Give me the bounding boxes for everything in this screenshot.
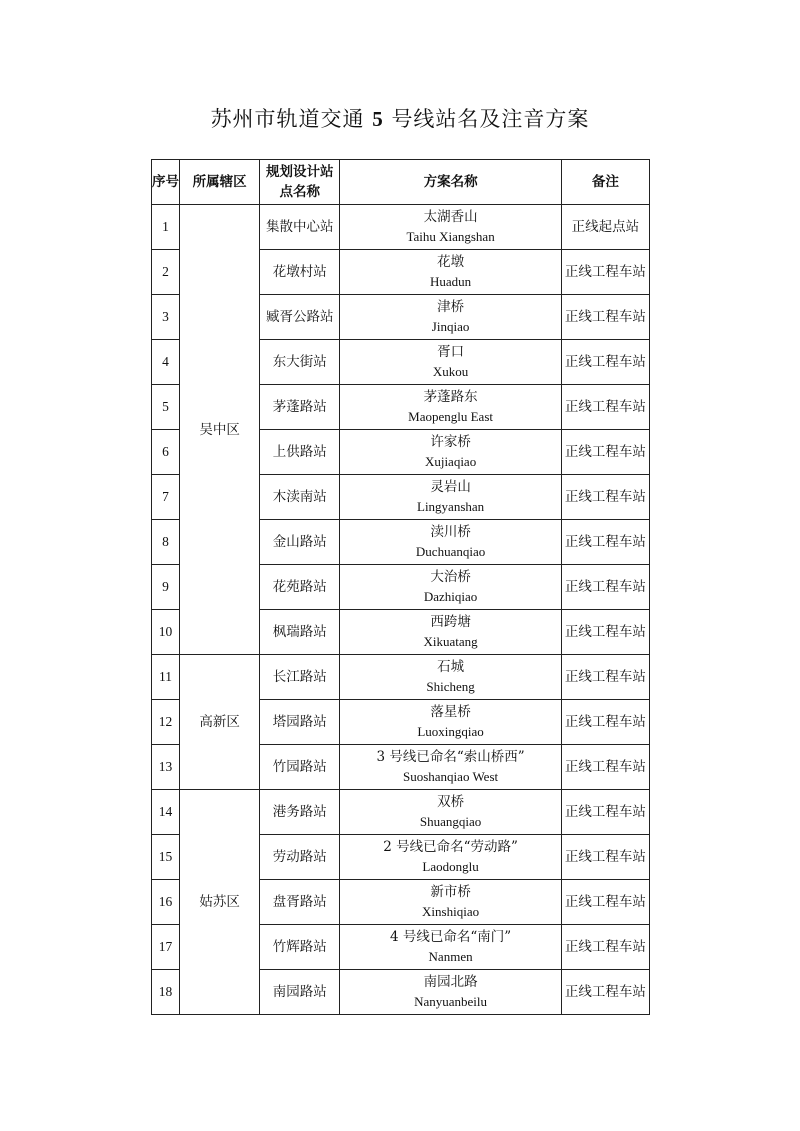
district-cell: 高新区 — [180, 655, 260, 790]
scheme-name-cell — [340, 610, 561, 655]
table-row — [152, 205, 650, 250]
planned-station-name: 木渎南站 — [260, 475, 340, 520]
scheme-name-cell — [340, 700, 561, 745]
row-note: 正线工程车站 — [561, 520, 649, 565]
scheme-name-chinese: 太湖香山 — [423, 209, 478, 225]
row-seq: 8 — [152, 520, 180, 565]
row-note: 正线工程车站 — [561, 295, 649, 340]
header-seq: 序号 — [152, 160, 180, 205]
scheme-name-pinyin: Laodonglu — [422, 859, 479, 874]
scheme-name-chinese: 3 号线已命名“索山桥西” — [376, 749, 525, 765]
planned-station-name: 竹辉路站 — [260, 925, 340, 970]
scheme-name-chinese: 胥口 — [437, 344, 465, 360]
planned-station-name: 港务路站 — [260, 790, 340, 835]
scheme-name-cell — [340, 430, 561, 475]
planned-station-name: 东大街站 — [260, 340, 340, 385]
row-note: 正线工程车站 — [561, 970, 649, 1015]
row-note: 正线工程车站 — [561, 475, 649, 520]
scheme-name-pinyin: Shuangqiao — [419, 814, 482, 829]
title-suffix: 号线站名及注音方案 — [391, 107, 590, 131]
scheme-name-cell — [340, 835, 561, 880]
planned-station-name: 南园路站 — [260, 970, 340, 1015]
planned-station-name: 盘胥路站 — [260, 880, 340, 925]
header-planned-name: 规划设计站点名称 — [260, 160, 340, 205]
row-note: 正线工程车站 — [561, 430, 649, 475]
scheme-name-cell — [340, 250, 561, 295]
scheme-name-pinyin: Taihu Xiangshan — [406, 229, 495, 244]
scheme-name-cell — [340, 340, 561, 385]
row-seq: 18 — [152, 970, 180, 1015]
header-district: 所属辖区 — [180, 160, 260, 205]
scheme-name-chinese: 4 号线已命名“南门” — [389, 929, 512, 945]
scheme-name-pinyin: Xujiaqiao — [424, 454, 477, 469]
header-note: 备注 — [561, 160, 649, 205]
row-seq: 7 — [152, 475, 180, 520]
row-seq: 3 — [152, 295, 180, 340]
scheme-name-pinyin: Suoshanqiao West — [403, 769, 499, 784]
row-note: 正线起点站 — [561, 205, 649, 250]
planned-station-name: 臧胥公路站 — [260, 295, 340, 340]
title-line-number: 5 — [372, 107, 384, 131]
planned-station-name: 劳动路站 — [260, 835, 340, 880]
scheme-name-pinyin: Shicheng — [426, 679, 475, 694]
planned-station-name: 长江路站 — [260, 655, 340, 700]
row-seq: 1 — [152, 205, 180, 250]
scheme-name-pinyin: Luoxingqiao — [417, 724, 484, 739]
row-seq: 4 — [152, 340, 180, 385]
scheme-name-cell — [340, 385, 561, 430]
scheme-name-chinese: 南园北路 — [423, 974, 478, 990]
planned-station-name: 茅蓬路站 — [260, 385, 340, 430]
row-note: 正线工程车站 — [561, 655, 649, 700]
row-seq: 14 — [152, 790, 180, 835]
scheme-name-cell — [340, 295, 561, 340]
table-body — [152, 205, 650, 1015]
scheme-name-pinyin: Dazhiqiao — [423, 589, 478, 604]
row-seq: 17 — [152, 925, 180, 970]
scheme-name-pinyin: Xikuatang — [423, 634, 478, 649]
row-note: 正线工程车站 — [561, 340, 649, 385]
planned-station-name: 枫瑞路站 — [260, 610, 340, 655]
row-note: 正线工程车站 — [561, 610, 649, 655]
scheme-name-cell — [340, 790, 561, 835]
scheme-name-pinyin: Nanyuanbeilu — [414, 994, 488, 1009]
scheme-name-chinese: 花墩 — [437, 254, 465, 270]
scheme-name-pinyin: Lingyanshan — [417, 499, 485, 514]
row-seq: 2 — [152, 250, 180, 295]
row-seq: 10 — [152, 610, 180, 655]
scheme-name-cell — [340, 925, 561, 970]
row-note: 正线工程车站 — [561, 565, 649, 610]
scheme-name-chinese: 渎川桥 — [430, 524, 471, 540]
scheme-name-pinyin: Xukou — [432, 364, 469, 379]
row-seq: 9 — [152, 565, 180, 610]
planned-station-name: 集散中心站 — [260, 205, 340, 250]
scheme-name-chinese: 茅蓬路东 — [423, 389, 478, 405]
scheme-name-chinese: 西跨塘 — [430, 614, 471, 630]
header-scheme-name: 方案名称 — [340, 160, 561, 205]
scheme-name-cell — [340, 880, 561, 925]
row-seq: 13 — [152, 745, 180, 790]
scheme-name-cell — [340, 520, 561, 565]
scheme-name-chinese: 落星桥 — [430, 704, 471, 720]
row-seq: 6 — [152, 430, 180, 475]
planned-station-name: 竹园路站 — [260, 745, 340, 790]
table-row — [152, 790, 650, 835]
scheme-name-pinyin: Maopenglu East — [408, 409, 493, 424]
row-note: 正线工程车站 — [561, 835, 649, 880]
station-name-table — [151, 159, 650, 1015]
row-seq: 15 — [152, 835, 180, 880]
scheme-name-chinese: 大治桥 — [430, 569, 471, 585]
row-note: 正线工程车站 — [561, 790, 649, 835]
scheme-name-cell — [340, 655, 561, 700]
page-title — [0, 103, 800, 133]
scheme-name-cell — [340, 970, 561, 1015]
row-seq: 5 — [152, 385, 180, 430]
table-header-row — [152, 160, 650, 205]
scheme-name-chinese: 双桥 — [437, 794, 465, 810]
row-seq: 11 — [152, 655, 180, 700]
scheme-name-pinyin: Duchuanqiao — [415, 544, 486, 559]
scheme-name-chinese: 灵岩山 — [430, 479, 471, 495]
row-note: 正线工程车站 — [561, 925, 649, 970]
planned-station-name: 花苑路站 — [260, 565, 340, 610]
planned-station-name: 塔园路站 — [260, 700, 340, 745]
scheme-name-chinese: 新市桥 — [430, 884, 471, 900]
row-note: 正线工程车站 — [561, 250, 649, 295]
scheme-name-pinyin: Nanmen — [428, 949, 473, 964]
row-note: 正线工程车站 — [561, 700, 649, 745]
row-seq: 12 — [152, 700, 180, 745]
row-note: 正线工程车站 — [561, 745, 649, 790]
scheme-name-chinese: 津桥 — [437, 299, 465, 315]
planned-station-name: 花墩村站 — [260, 250, 340, 295]
table-row — [152, 655, 650, 700]
scheme-name-pinyin: Jinqiao — [431, 319, 470, 334]
title-prefix: 苏州市轨道交通 — [210, 107, 365, 131]
scheme-name-pinyin: Xinshiqiao — [422, 904, 480, 919]
scheme-name-pinyin: Huadun — [429, 274, 472, 289]
planned-station-name: 金山路站 — [260, 520, 340, 565]
row-note: 正线工程车站 — [561, 385, 649, 430]
scheme-name-chinese: 石城 — [437, 659, 465, 675]
scheme-name-cell — [340, 565, 561, 610]
scheme-name-chinese: 2 号线已命名“劳动路” — [383, 839, 518, 855]
row-seq: 16 — [152, 880, 180, 925]
scheme-name-chinese: 许家桥 — [430, 434, 471, 450]
scheme-name-cell — [340, 475, 561, 520]
district-cell: 吴中区 — [180, 205, 260, 655]
district-cell: 姑苏区 — [180, 790, 260, 1015]
row-note: 正线工程车站 — [561, 880, 649, 925]
planned-station-name: 上供路站 — [260, 430, 340, 475]
scheme-name-cell — [340, 205, 561, 250]
scheme-name-cell — [340, 745, 561, 790]
